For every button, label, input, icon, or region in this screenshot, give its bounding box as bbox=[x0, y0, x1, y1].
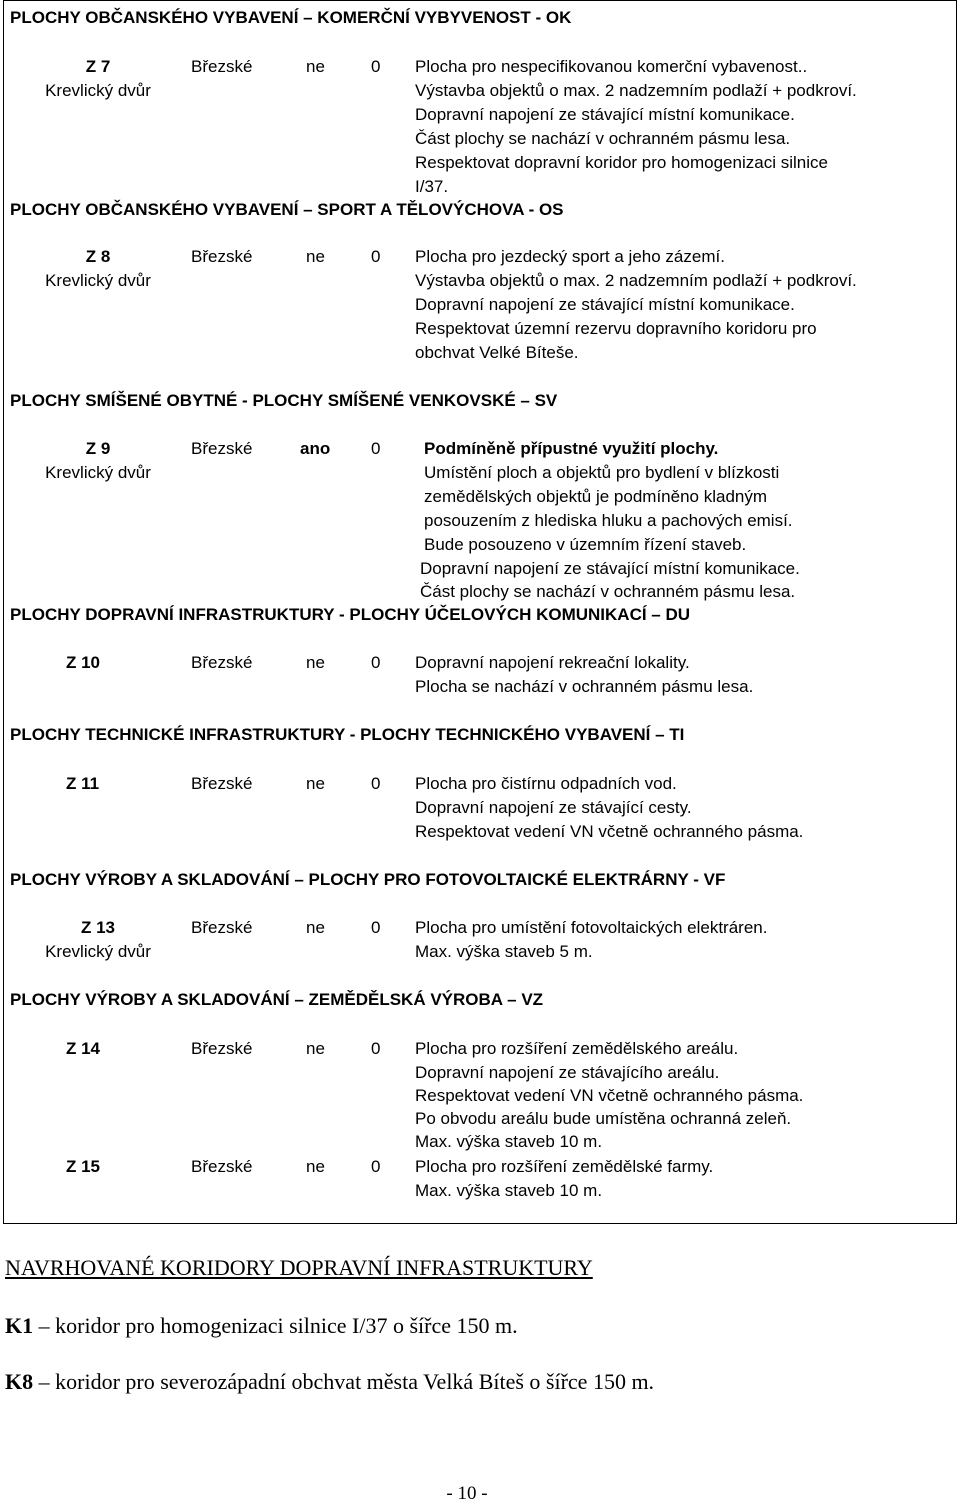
corridor-text: – koridor pro homogenizaci silnice I/37 o šířce 150 m. bbox=[33, 1313, 518, 1338]
corridors-title: NAVRHOVANÉ KORIDORY DOPRAVNÍ INFRASTRUKTURY bbox=[5, 1255, 593, 1280]
area-location: Březské bbox=[191, 247, 253, 266]
description-line: Plocha pro rozšíření zemědělského areálu. bbox=[415, 1039, 739, 1058]
area-code: Z 8 bbox=[85, 247, 111, 266]
description-line: Bude posouzeno v územním řízení staveb. bbox=[424, 535, 747, 554]
description-line: Plocha pro rozšíření zemědělské farmy. bbox=[415, 1157, 714, 1176]
corridor-text: – koridor pro severozápadní obchvat města Velká Bíteš o šířce 150 m. bbox=[33, 1369, 655, 1394]
area-location: Březské bbox=[191, 1039, 253, 1058]
area-code: Z 10 bbox=[66, 653, 101, 672]
area-location: Březské bbox=[191, 57, 253, 76]
description-line: Plocha se nachází v ochranném pásmu lesa. bbox=[415, 677, 754, 696]
description-line: Max. výška staveb 10 m. bbox=[415, 1181, 603, 1200]
description-line: Max. výška staveb 5 m. bbox=[415, 942, 593, 961]
description-line: Respektovat dopravní koridor pro homogenizaci silnice bbox=[415, 153, 828, 172]
area-flag: ne bbox=[306, 57, 325, 76]
area-flag: ne bbox=[306, 918, 325, 937]
description-line: Plocha pro umístění fotovoltaických elektráren. bbox=[415, 918, 768, 937]
description-line: Dopravní napojení ze stávající cesty. bbox=[415, 798, 692, 817]
corridor-item bbox=[5, 1368, 654, 1396]
area-flag: ne bbox=[306, 247, 325, 266]
area-code: Z 14 bbox=[66, 1039, 101, 1058]
area-location: Březské bbox=[191, 439, 253, 458]
area-location: Březské bbox=[191, 774, 253, 793]
area-number: 0 bbox=[371, 653, 381, 672]
description-line: Dopravní napojení ze stávajícího areálu. bbox=[415, 1063, 720, 1082]
area-flag: ne bbox=[306, 1157, 325, 1176]
description-line: Respektovat vedení VN včetně ochranného pásma. bbox=[415, 1086, 804, 1105]
description-line: Část plochy se nachází v ochranném pásmu lesa. bbox=[415, 129, 791, 148]
corridor-item bbox=[5, 1312, 518, 1340]
section-heading: PLOCHY OBČANSKÉHO VYBAVENÍ – SPORT A TĚLOVÝCHOVA - OS bbox=[10, 200, 564, 219]
description-line: Umístění ploch a objektů pro bydlení v blízkosti bbox=[424, 463, 780, 482]
description-line: Dopravní napojení ze stávající místní komunikace. bbox=[420, 559, 800, 578]
description-line: Respektovat vedení VN včetně ochranného pásma. bbox=[415, 822, 804, 841]
area-code: Z 9 bbox=[85, 439, 111, 458]
area-place: Krevlický dvůr bbox=[45, 942, 151, 961]
description-line: posouzením z hlediska hluku a pachových emisí. bbox=[424, 511, 793, 530]
description-line: Plocha pro čistírnu odpadních vod. bbox=[415, 774, 677, 793]
corridor-code: K8 bbox=[5, 1369, 34, 1394]
section-heading: PLOCHY VÝROBY A SKLADOVÁNÍ – PLOCHY PRO FOTOVOLTAICKÉ ELEKTRÁRNY - VF bbox=[10, 870, 726, 889]
description-line: obchvat Velké Bíteše. bbox=[415, 343, 579, 362]
area-flag: ne bbox=[306, 774, 325, 793]
area-number: 0 bbox=[371, 1039, 381, 1058]
area-number: 0 bbox=[371, 1157, 381, 1176]
area-number: 0 bbox=[371, 247, 381, 266]
description-line: Dopravní napojení rekreační lokality. bbox=[415, 653, 690, 672]
description-line: I/37. bbox=[415, 177, 449, 196]
area-code: Z 15 bbox=[66, 1157, 101, 1176]
description-line: Plocha pro jezdecký sport a jeho zázemí. bbox=[415, 247, 725, 266]
area-place: Krevlický dvůr bbox=[45, 81, 151, 100]
section-heading: PLOCHY DOPRAVNÍ INFRASTRUKTURY - PLOCHY ÚČELOVÝCH KOMUNIKACÍ – DU bbox=[10, 605, 691, 624]
area-code: Z 7 bbox=[85, 57, 111, 76]
area-number: 0 bbox=[371, 57, 381, 76]
area-flag: ne bbox=[306, 1039, 325, 1058]
section-heading: PLOCHY OBČANSKÉHO VYBAVENÍ – KOMERČNÍ VYBYVENOST - OK bbox=[10, 8, 572, 27]
description-line: Část plochy se nachází v ochranném pásmu lesa. bbox=[420, 582, 796, 601]
area-code: Z 11 bbox=[66, 774, 100, 793]
area-number: 0 bbox=[371, 774, 381, 793]
description-line: Výstavba objektů o max. 2 nadzemním podlaží + podkroví. bbox=[415, 81, 857, 100]
section-heading: PLOCHY SMÍŠENÉ OBYTNÉ - PLOCHY SMÍŠENÉ VENKOVSKÉ – SV bbox=[10, 391, 558, 410]
area-flag: ano bbox=[300, 439, 331, 458]
page-number: - 10 - bbox=[446, 1483, 488, 1504]
section-heading: PLOCHY VÝROBY A SKLADOVÁNÍ – ZEMĚDĚLSKÁ VÝROBA – VZ bbox=[10, 990, 544, 1009]
description-line: Max. výška staveb 10 m. bbox=[415, 1132, 603, 1151]
description-line: Po obvodu areálu bude umístěna ochranná zeleň. bbox=[415, 1109, 792, 1128]
area-flag: ne bbox=[306, 653, 325, 672]
area-location: Březské bbox=[191, 653, 253, 672]
description-line: Plocha pro nespecifikovanou komerční vybavenost.. bbox=[415, 57, 808, 76]
description-line-bold: Podmíněně přípustné využití plochy. bbox=[424, 439, 719, 458]
area-location: Březské bbox=[191, 918, 253, 937]
corridor-code: K1 bbox=[5, 1313, 34, 1338]
area-place: Krevlický dvůr bbox=[45, 463, 151, 482]
area-place: Krevlický dvůr bbox=[45, 271, 151, 290]
description-line: Respektovat územní rezervu dopravního koridoru pro bbox=[415, 319, 817, 338]
area-location: Březské bbox=[191, 1157, 253, 1176]
description-line: zemědělských objektů je podmíněno kladným bbox=[424, 487, 768, 506]
area-code: Z 13 bbox=[80, 918, 116, 937]
description-line: Výstavba objektů o max. 2 nadzemním podlaží + podkroví. bbox=[415, 271, 857, 290]
section-heading: PLOCHY TECHNICKÉ INFRASTRUKTURY - PLOCHY TECHNICKÉHO VYBAVENÍ – TI bbox=[10, 725, 685, 744]
area-number: 0 bbox=[371, 918, 381, 937]
area-number: 0 bbox=[371, 439, 381, 458]
description-line: Dopravní napojení ze stávající místní komunikace. bbox=[415, 295, 795, 314]
description-line: Dopravní napojení ze stávající místní komunikace. bbox=[415, 105, 795, 124]
